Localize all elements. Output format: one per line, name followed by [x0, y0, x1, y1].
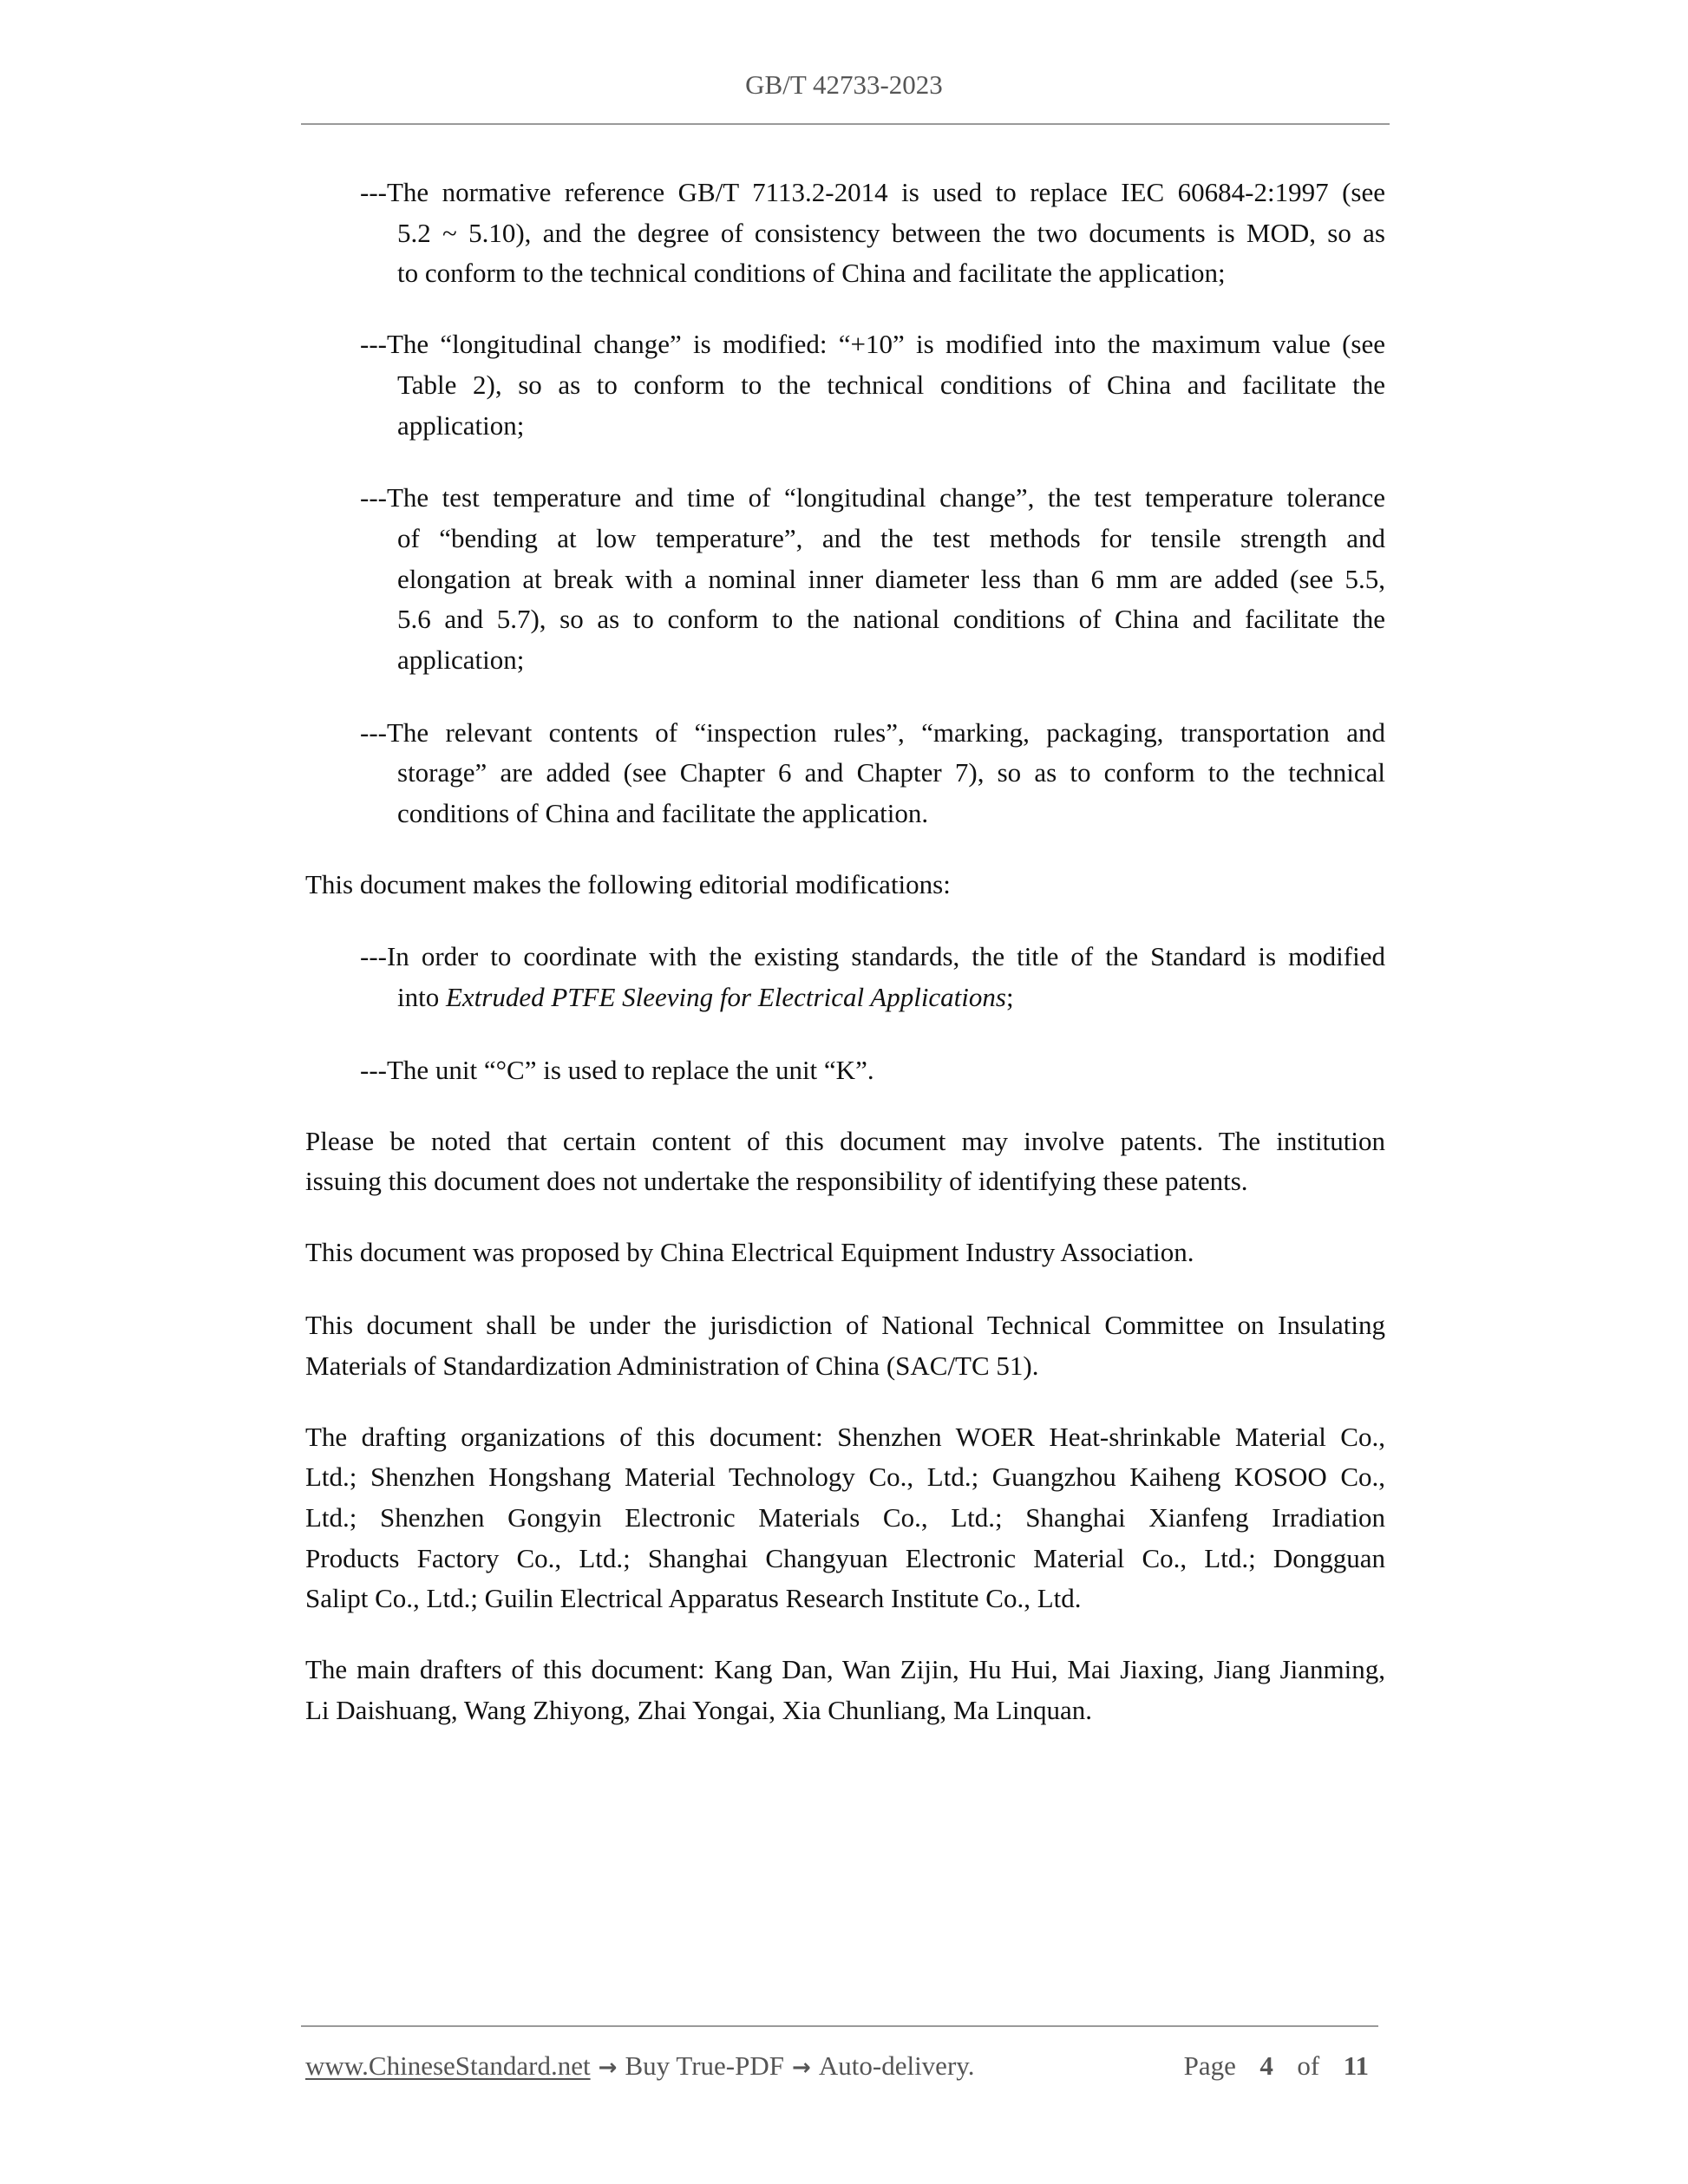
page-total: 11: [1343, 2050, 1369, 2081]
proposed-by-paragraph: This document was proposed by China Electrical Equipment Industry Association.: [305, 1237, 1194, 1267]
page-label: Page: [1183, 2050, 1236, 2081]
standard-title-italic: Extruded PTFE Sleeving for Electrical Applications: [445, 982, 1006, 1012]
page-indicator: [1184, 2049, 1369, 2083]
editorial-intro: This document makes the following editorial modifications:: [305, 869, 951, 899]
text-line: ---The normative reference GB/T 7113.2-2014 is used to replace IEC 60684-2:1997 (see: [360, 177, 1385, 207]
text-line: Products Factory Co., Ltd.; Shanghai Changyuan Electronic Material Co., Ltd.; Dongguan: [305, 1543, 1385, 1573]
text-line: elongation at break with a nominal inner diameter less than 6 mm are added (see 5.5,: [397, 564, 1385, 594]
text-line: of “bending at low temperature”, and the test methods for tensile strength and: [397, 523, 1385, 553]
text-line: [397, 978, 1014, 1017]
arrow-right-icon: →: [590, 2055, 625, 2081]
page-of-label: of: [1297, 2050, 1320, 2081]
text-line: Ltd.; Shenzhen Gongyin Electronic Materials Co., Ltd.; Shanghai Xianfeng Irradiation: [305, 1502, 1385, 1533]
text-line: The drafting organizations of this document: Shenzhen WOER Heat-shrinkable Material Co.,: [305, 1422, 1385, 1452]
text-line: conditions of China and facilitate the application.: [397, 798, 929, 828]
document-code-header: GB/T 42733-2023: [745, 69, 943, 100]
chinesestandard-link[interactable]: www.ChineseStandard.net: [305, 2050, 591, 2081]
text-line: Please be noted that certain content of this document may involve patents. The institution: [305, 1126, 1385, 1156]
text-line: issuing this document does not undertake the responsibility of identifying these patents.: [305, 1166, 1248, 1196]
text-line: storage” are added (see Chapter 6 and Chapter 7), so as to conform to the technical: [397, 757, 1385, 788]
auto-delivery-text: Auto-delivery.: [818, 2050, 975, 2081]
buy-true-pdf-text: Buy True-PDF: [625, 2050, 784, 2081]
text-line: Li Daishuang, Wang Zhiyong, Zhai Yongai, Xia Chunliang, Ma Linquan.: [305, 1695, 1093, 1725]
text-line: Materials of Standardization Administration of China (SAC/TC 51).: [305, 1350, 1039, 1381]
text-line: ---In order to coordinate with the existing standards, the title of the Standard is modified: [360, 941, 1385, 971]
arrow-right-icon: →: [783, 2055, 819, 2081]
text-line: 5.2 ~ 5.10), and the degree of consistency between the two documents is MOD, so as: [397, 218, 1385, 248]
text-line: application;: [397, 644, 525, 675]
text-line: Table 2), so as to conform to the technical conditions of China and facilitate the: [397, 369, 1385, 400]
text-line: ---The relevant contents of “inspection rules”, “marking, packaging, transportation and: [360, 717, 1385, 748]
text-span: into: [397, 982, 446, 1012]
text-line: Ltd.; Shenzhen Hongshang Material Technology Co., Ltd.; Guangzhou Kaiheng KOSOO Co.,: [305, 1461, 1385, 1492]
text-line: This document shall be under the jurisdiction of National Technical Committee on Insulating: [305, 1310, 1385, 1340]
page-current: 4: [1259, 2050, 1273, 2081]
footer-rule: [301, 2025, 1378, 2027]
text-line: 5.6 and 5.7), so as to conform to the national conditions of China and facilitate the: [397, 604, 1385, 634]
footer-promo: [305, 2049, 975, 2085]
header-rule: [301, 123, 1390, 125]
text-line: Salipt Co., Ltd.; Guilin Electrical Apparatus Research Institute Co., Ltd.: [305, 1583, 1082, 1613]
text-line: ---The test temperature and time of “longitudinal change”, the test temperature tolerance: [360, 482, 1385, 513]
text-span: ;: [1005, 982, 1014, 1012]
editorial-item-2: ---The unit “°C” is used to replace the unit “K”.: [360, 1055, 874, 1085]
text-line: to conform to the technical conditions of China and facilitate the application;: [397, 258, 1226, 288]
text-line: ---The “longitudinal change” is modified: “+10” is modified into the maximum value (see: [360, 329, 1385, 359]
text-line: The main drafters of this document: Kang Dan, Wan Zijin, Hu Hui, Mai Jiaxing, Jiang Jianming,: [305, 1654, 1385, 1684]
text-line: application;: [397, 410, 525, 441]
